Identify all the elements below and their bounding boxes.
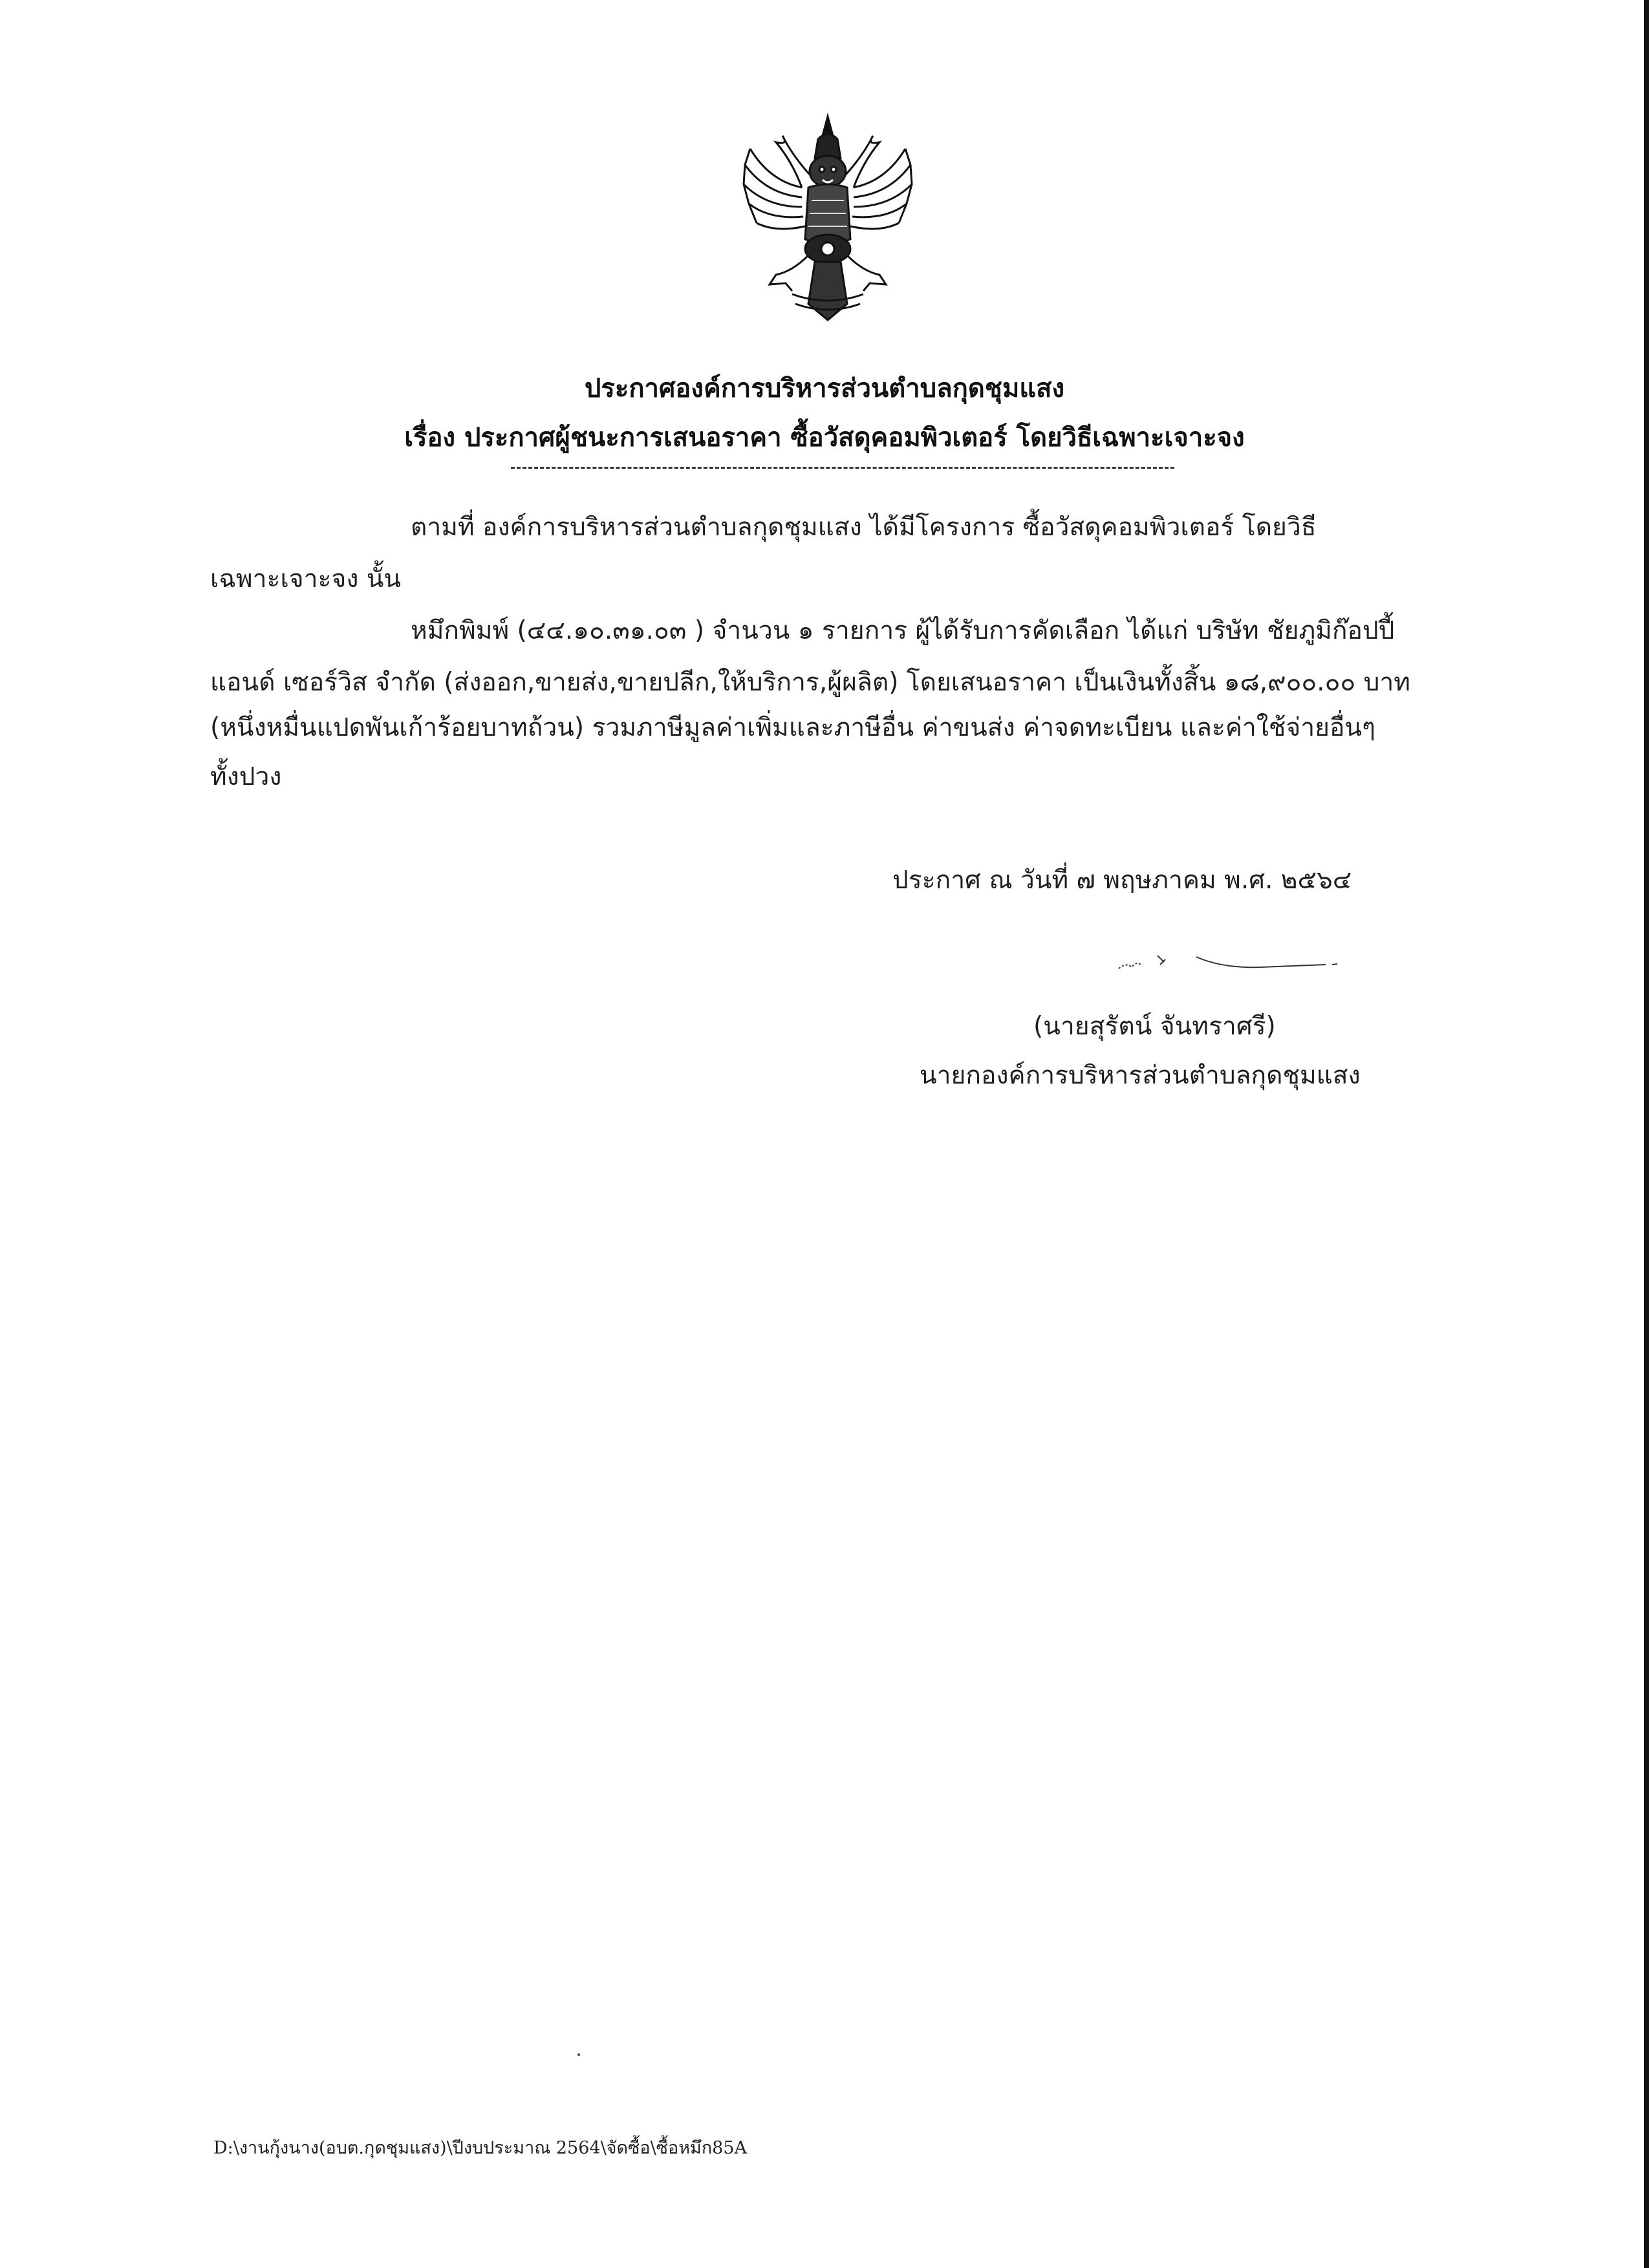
- signer-name: (นายสุรัตน์ จันทราศรี): [1033, 1012, 1276, 1041]
- handwritten-signature: [1112, 943, 1358, 981]
- title-divider: [511, 467, 1174, 469]
- paragraph-2-line-2: แอนด์ เซอร์วิส จำกัด (ส่งออก,ขายส่ง,ขายปลีก,ให้บริการ,ผู้ผลิต) โดยเสนอราคา เป็นเงินทั้งสิ้น ๑๘,๙๐๐.๐๐ บาท: [210, 668, 1410, 697]
- paragraph-1-line-1: ตามที่ องค์การบริหารส่วนตำบลกุดชุมแสง ได้มีโครงการ ซื้อวัสดุคอมพิวเตอร์ โดยวิธี: [411, 513, 1317, 542]
- garuda-emblem-icon: [731, 110, 925, 330]
- file-path-footer: D:\งานกุ้งนาง(อบต.กุดชุมแสง)\ปีงบประมาณ 2564\จัดซื้อ\ซื้อหมึก85A: [213, 2138, 748, 2158]
- announcement-subject: เรื่อง ประกาศผู้ชนะการเสนอราคา ซื้อวัสดุคอมพิวเตอร์ โดยวิธีเฉพาะเจาะจง: [404, 423, 1245, 453]
- announcement-title: ประกาศองค์การบริหารส่วนตำบลกุดชุมแสง: [584, 374, 1065, 403]
- signer-position: นายกองค์การบริหารส่วนตำบลกุดชุมแสง: [920, 1061, 1361, 1090]
- paragraph-2-line-3: (หนึ่งหมื่นแปดพันเก้าร้อยบาทถ้วน) รวมภาษีมูลค่าเพิ่มและภาษีอื่น ค่าขนส่ง ค่าจดทะเบียน และค่าใช้จ่ายอื่นๆ: [210, 713, 1375, 742]
- paragraph-1-line-2: เฉพาะเจาะจง นั้น: [210, 564, 402, 594]
- announcement-date: ประกาศ ณ วันที่ ๗ พฤษภาคม พ.ศ. ๒๕๖๔: [892, 866, 1352, 895]
- paragraph-2-line-1: หมึกพิมพ์ (๔๔.๑๐.๓๑.๐๓ ) จำนวน ๑ รายการ ผู้ได้รับการคัดเลือก ได้แก่ บริษัท ชัยภูมิก๊อปปี้: [411, 616, 1395, 645]
- paragraph-2-line-4: ทั้งปวง: [210, 762, 282, 791]
- scan-speck: [577, 2053, 580, 2056]
- scan-edge: [1644, 0, 1649, 2268]
